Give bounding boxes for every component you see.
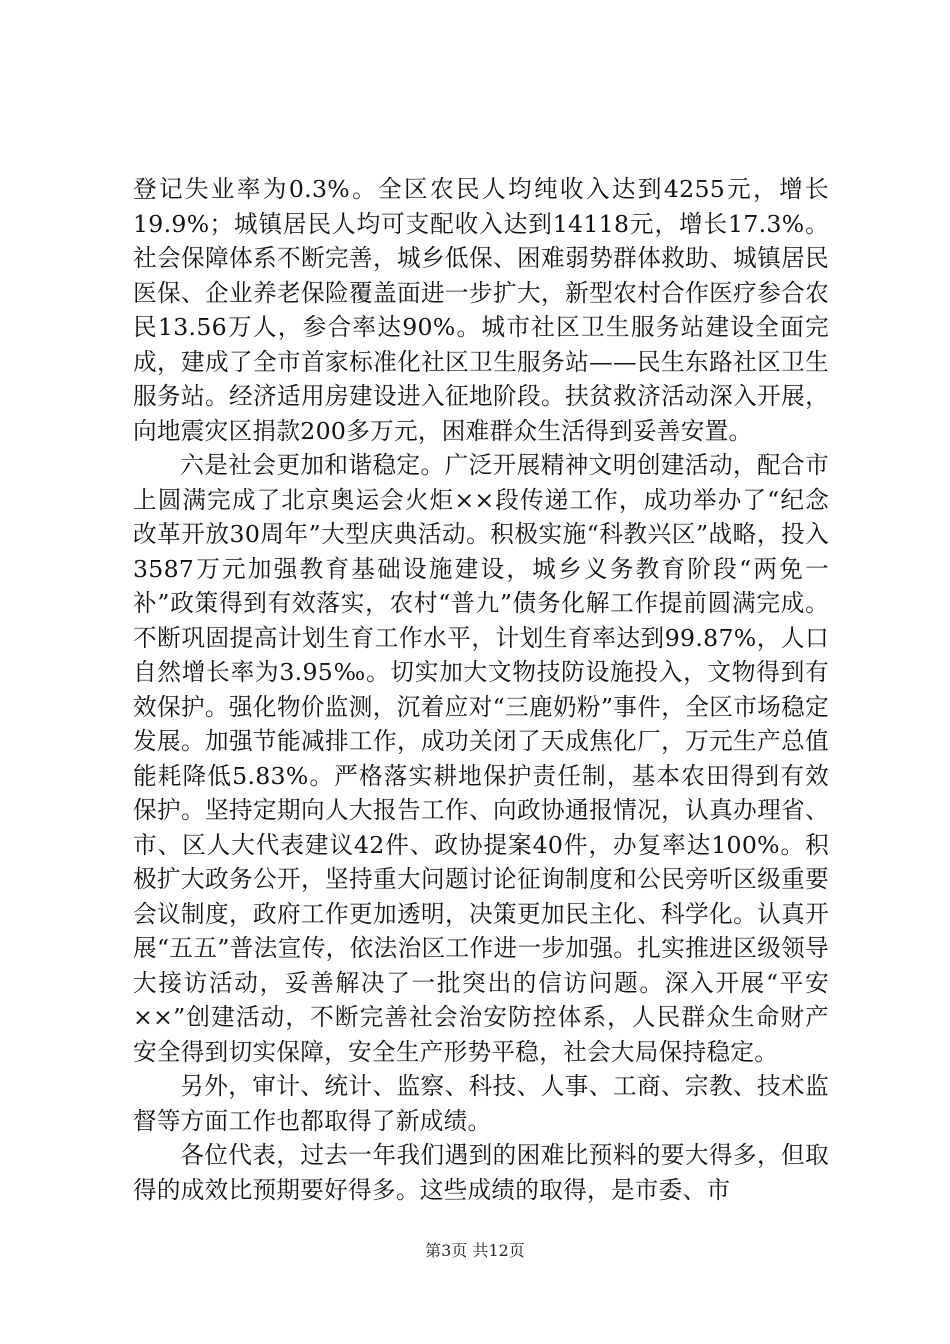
- paragraph-4: 各位代表，过去一年我们遇到的困难比预料的要大得多，但取得的成效比预期要好得多。这些成绩的取得，是市委、市: [133, 1141, 829, 1204]
- paragraph-2: 六是社会更加和谐稳定。广泛开展精神文明创建活动，配合市上圆满完成了北京奥运会火炬××段传递工作，成功举办了“纪念改革开放30周年”大型庆典活动。积极实施“科教兴区”战略，投入3587万元加强教育基础设施建设，城乡义务教育阶段“两免一补”政策得到有效落实，农村“普九”债务化解工作提前圆满完成。不断巩固提高计划生育工作水平，计划生育率达到99.87%，人口自然增长率为3.95‰。切实加大文物技防设施投入，文物得到有效保护。强化物价监测，沉着应对“三鹿奶粉”事件，全区市场稳定发展。加强节能减排工作，成功关闭了天成焦化厂，万元生产总值能耗降低5.83%。严格落实耕地保护责任制，基本农田得到有效保护。坚持定期向人大报告工作、向政协通报情况，认真办理省、市、区人大代表建议42件、政协提案40件，办复率达100%。积极扩大政务公开，坚持重大问题讨论征询制度和公民旁听区级重要会议制度，政府工作更加透明，决策更加民主化、科学化。认真开展“五五”普法宣传，依法治区工作进一步加强。扎实推进区级领导大接访活动，妥善解决了一批突出的信访问题。深入开展“平安××”创建活动，不断完善社会治安防控体系，人民群众生命财产安全得到切实保障，安全生产形势平稳，社会大局保持稳定。: [133, 451, 829, 1066]
- document-body: [133, 172, 829, 1207]
- page-number-footer: 第3页 共12页: [425, 1241, 525, 1260]
- paragraph-1: 登记失业率为0.3%。全区农民人均纯收入达到4255元，增长19.9%；城镇居民人均可支配收入达到14118元，增长17.3%。社会保障体系不断完善，城乡低保、困难弱势群体救助、城镇居民医保、企业养老保险覆盖面进一步扩大，新型农村合作医疗参合农民13.56万人，参合率达90%。城市社区卫生服务站建设全面完成，建成了全市首家标准化社区卫生服务站——民生东路社区卫生服务站。经济适用房建设进入征地阶段。扶贫救济活动深入开展，向地震灾区捐款200多万元，困难群众生活得到妥善安置。: [133, 175, 829, 445]
- paragraph-3: 另外，审计、统计、监察、科技、人事、工商、宗教、技术监督等方面工作也都取得了新成绩。: [133, 1072, 829, 1135]
